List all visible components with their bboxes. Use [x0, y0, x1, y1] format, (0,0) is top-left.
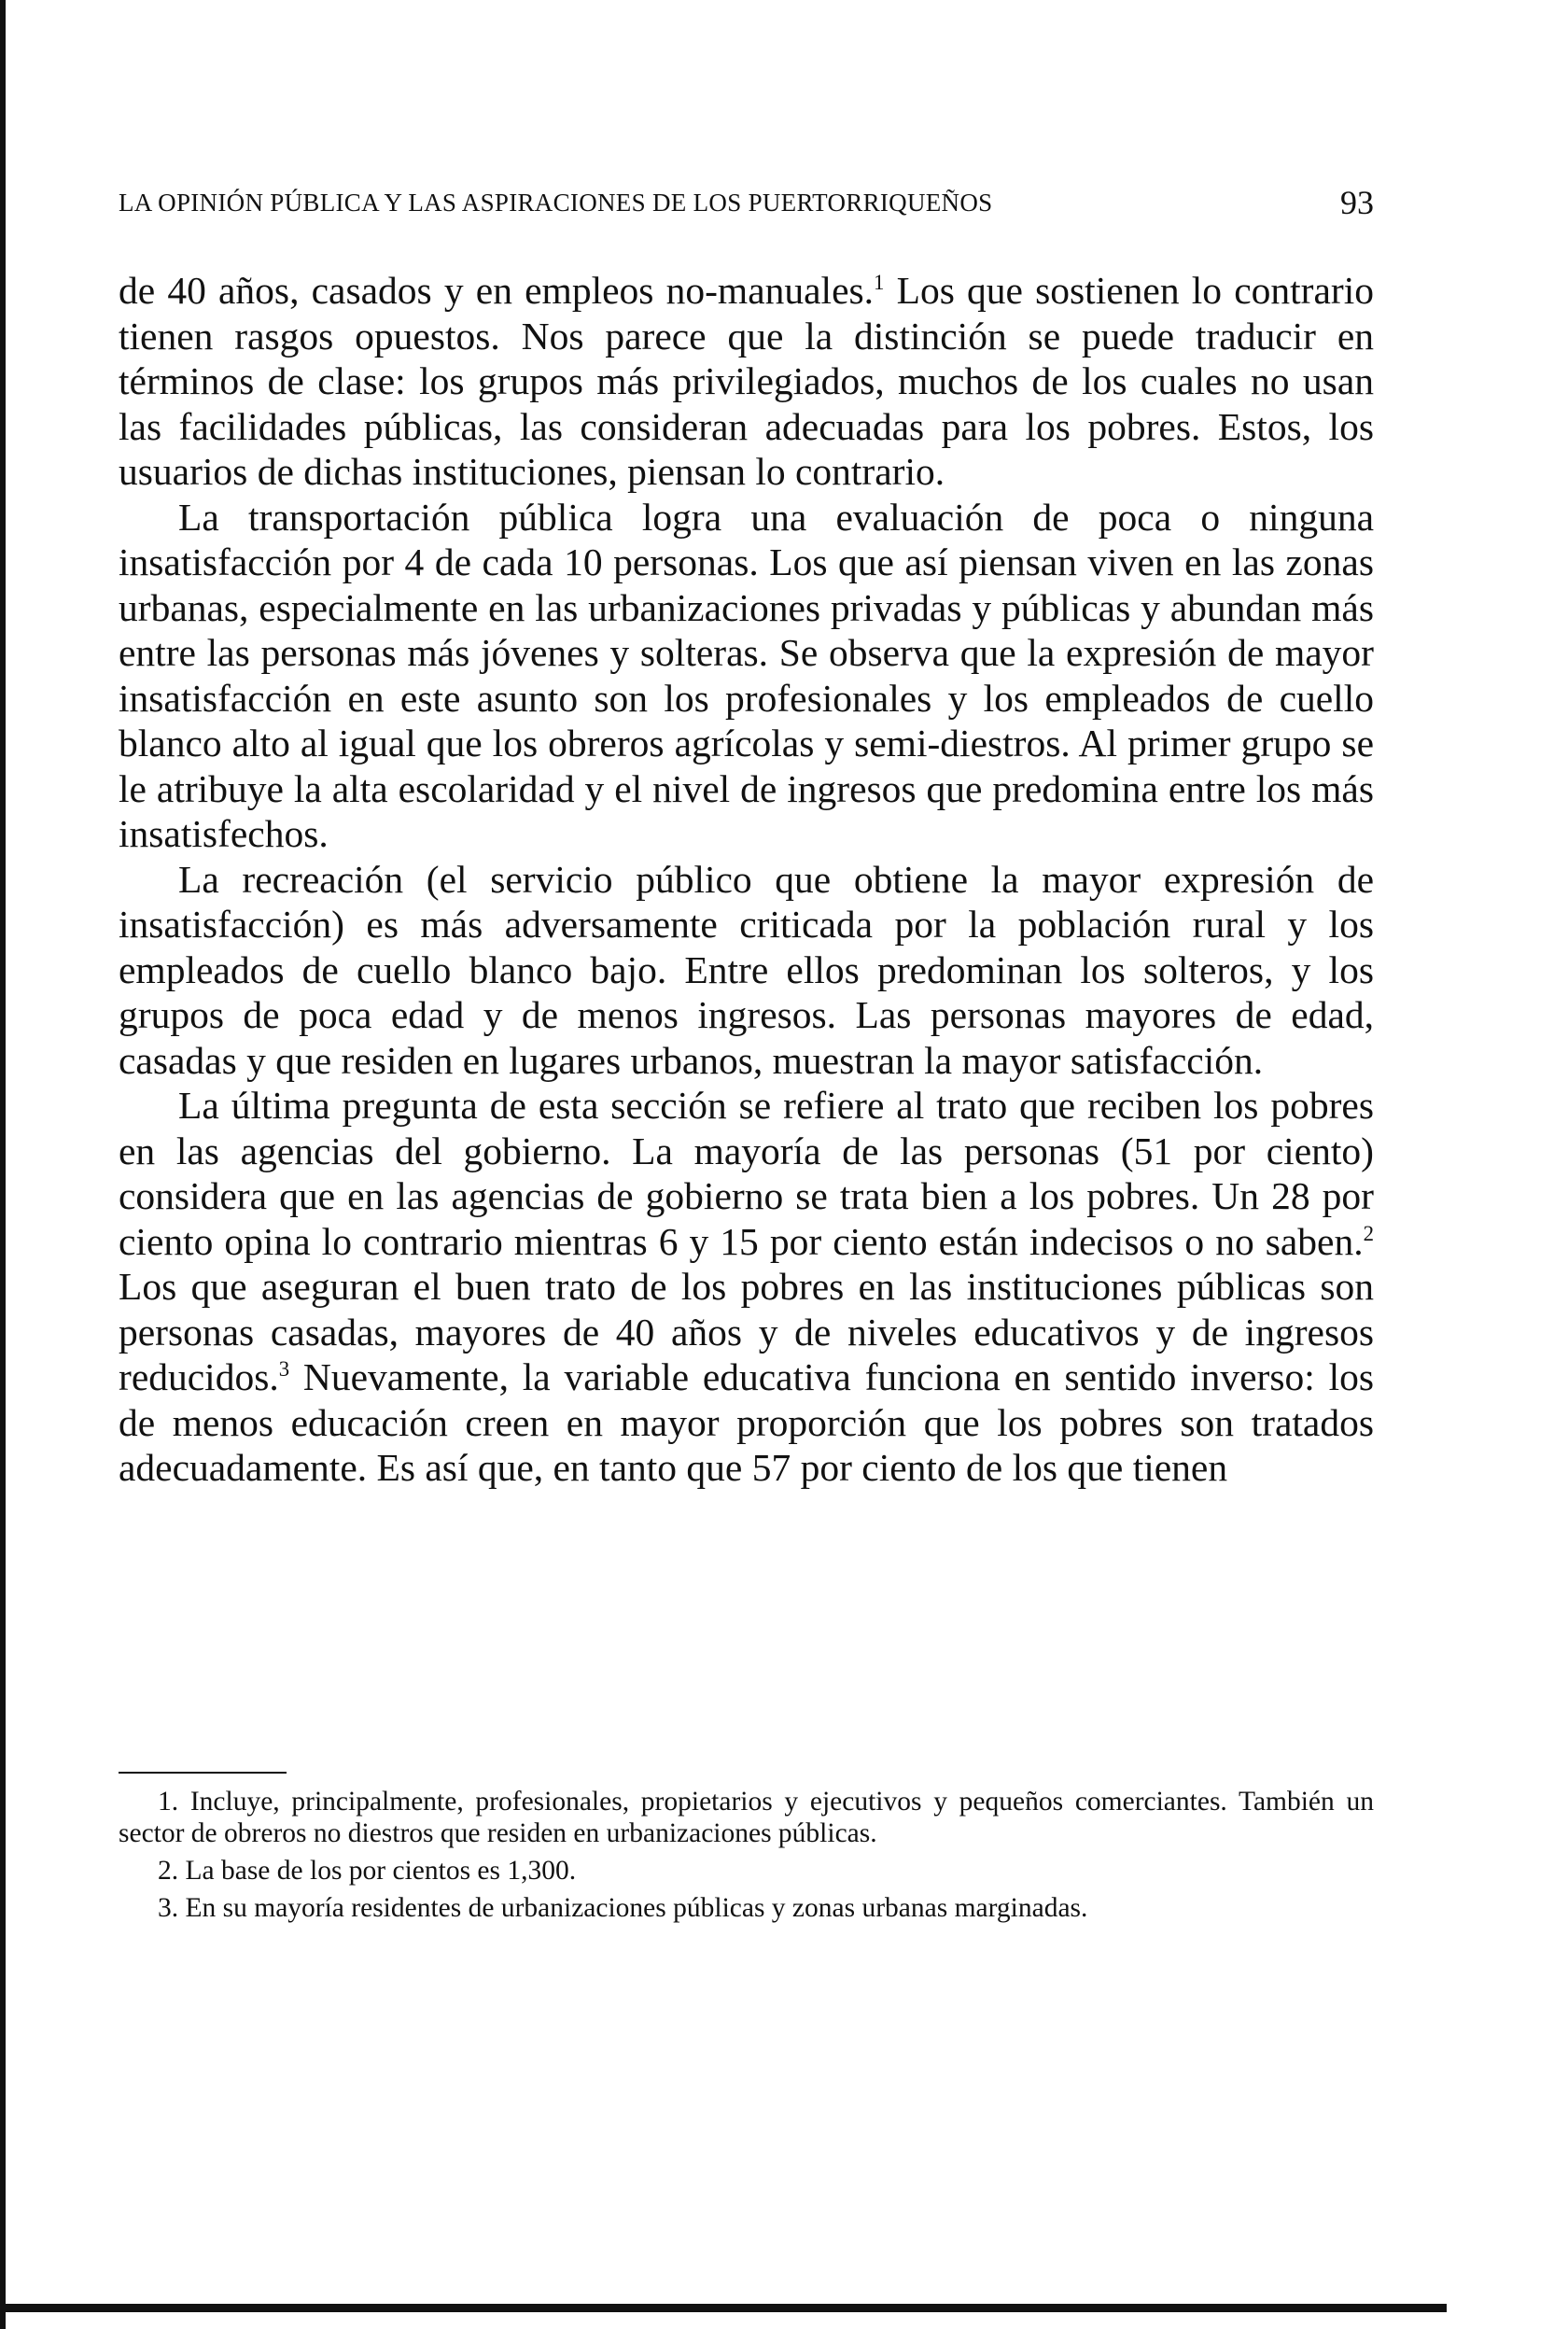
- page-number: 93: [1340, 184, 1374, 221]
- footnotes: [119, 1786, 1374, 1929]
- paragraph-2: La transportación pública logra una evaluación de poca o ninguna insatisfacción por 4 de cada 10 personas. Los que así piensan viven en las zonas urbanas, especialmente en las urbanizaciones privadas y públicas y abundan más entre las personas más jóvenes y solteras. Se observa que la expresión de mayor insatisfacción en este asunto son los profesionales y los empleados de cuello blanco alto al igual que los obreros agrícolas y semi-diestros. Al primer grupo se le atribuye la alta escolaridad y el nivel de ingresos que predomina entre los más insatisfechos.: [119, 495, 1374, 855]
- paragraph-1: [119, 268, 1374, 495]
- scan-border-bottom: [0, 2304, 1447, 2312]
- footnote-ref-2: 2: [1363, 1221, 1374, 1245]
- running-header: [119, 183, 1374, 220]
- paragraph-4: [119, 1083, 1374, 1491]
- paragraph-3: La recreación (el servicio público que obtiene la mayor expresión de insatisfacción) es más adversamente criticada por la población rural y los empleados de cuello blanco bajo. Entre ellos predominan los solteros, y los grupos de poca edad y de menos ingresos. Las personas mayores de edad, casadas y que residen en lugares urbanos, muestran la mayor satisfacción.: [119, 857, 1374, 1082]
- paragraph-4-text-a: La última pregunta de esta sección se refiere al trato que reciben los pobres en las agencias del gobierno. La mayoría de las personas (51 por ciento) considera que en las agencias de gobierno se trata bien a los pobres. Un 28 por ciento opina lo contrario mientras 6 y 15 por ciento están indecisos o no saben.: [119, 1084, 1374, 1263]
- paragraph-4-text-b: Los que aseguran el buen trato de los pobres en las instituciones públicas son personas casadas, mayores de 40 años y de niveles educativos y de ingresos reducidos.: [119, 1265, 1374, 1398]
- paragraph-1-text-a: de 40 años, casados y en empleos no-manuales.: [119, 269, 875, 312]
- scan-border-left: [0, 0, 6, 2329]
- footnote-separator: [119, 1772, 287, 1774]
- paragraph-4-text-c: Nuevamente, la variable educativa funciona en sentido inverso: los de menos educación creen en mayor proporción que los pobres son tratados adecuadamente. Es así que, en tanto que 57 por ciento de los que tienen: [119, 1355, 1374, 1489]
- footnote-ref-1: 1: [874, 271, 885, 295]
- footnote-2: 2. La base de los por cientos es 1,300.: [158, 1856, 577, 1886]
- footnote-ref-3: 3: [278, 1357, 290, 1382]
- footnote-3: 3. En su mayoría residentes de urbanizaciones públicas y zonas urbanas marginadas.: [158, 1893, 1088, 1923]
- paragraph-1-text-b: Los que sostienen lo contrario tienen rasgos opuestos. Nos parece que la distinción se puede traducir en términos de clase: los grupos más privilegiados, muchos de los cuales no usan las facilidades públicas, las consideran adecuadas para los pobres. Estos, los usuarios de dichas instituciones, piensan lo contrario.: [119, 269, 1374, 493]
- footnote-1: 1. Incluye, principalmente, profesionales, propietarios y ejecutivos y pequeños comerciantes. También un sector de obreros no diestros que residen en urbanizaciones públicas.: [119, 1787, 1374, 1848]
- running-title: LA OPINIÓN PÚBLICA Y LAS ASPIRACIONES DE LOS PUERTORRIQUEÑOS: [119, 189, 993, 217]
- body-text: [119, 268, 1374, 1491]
